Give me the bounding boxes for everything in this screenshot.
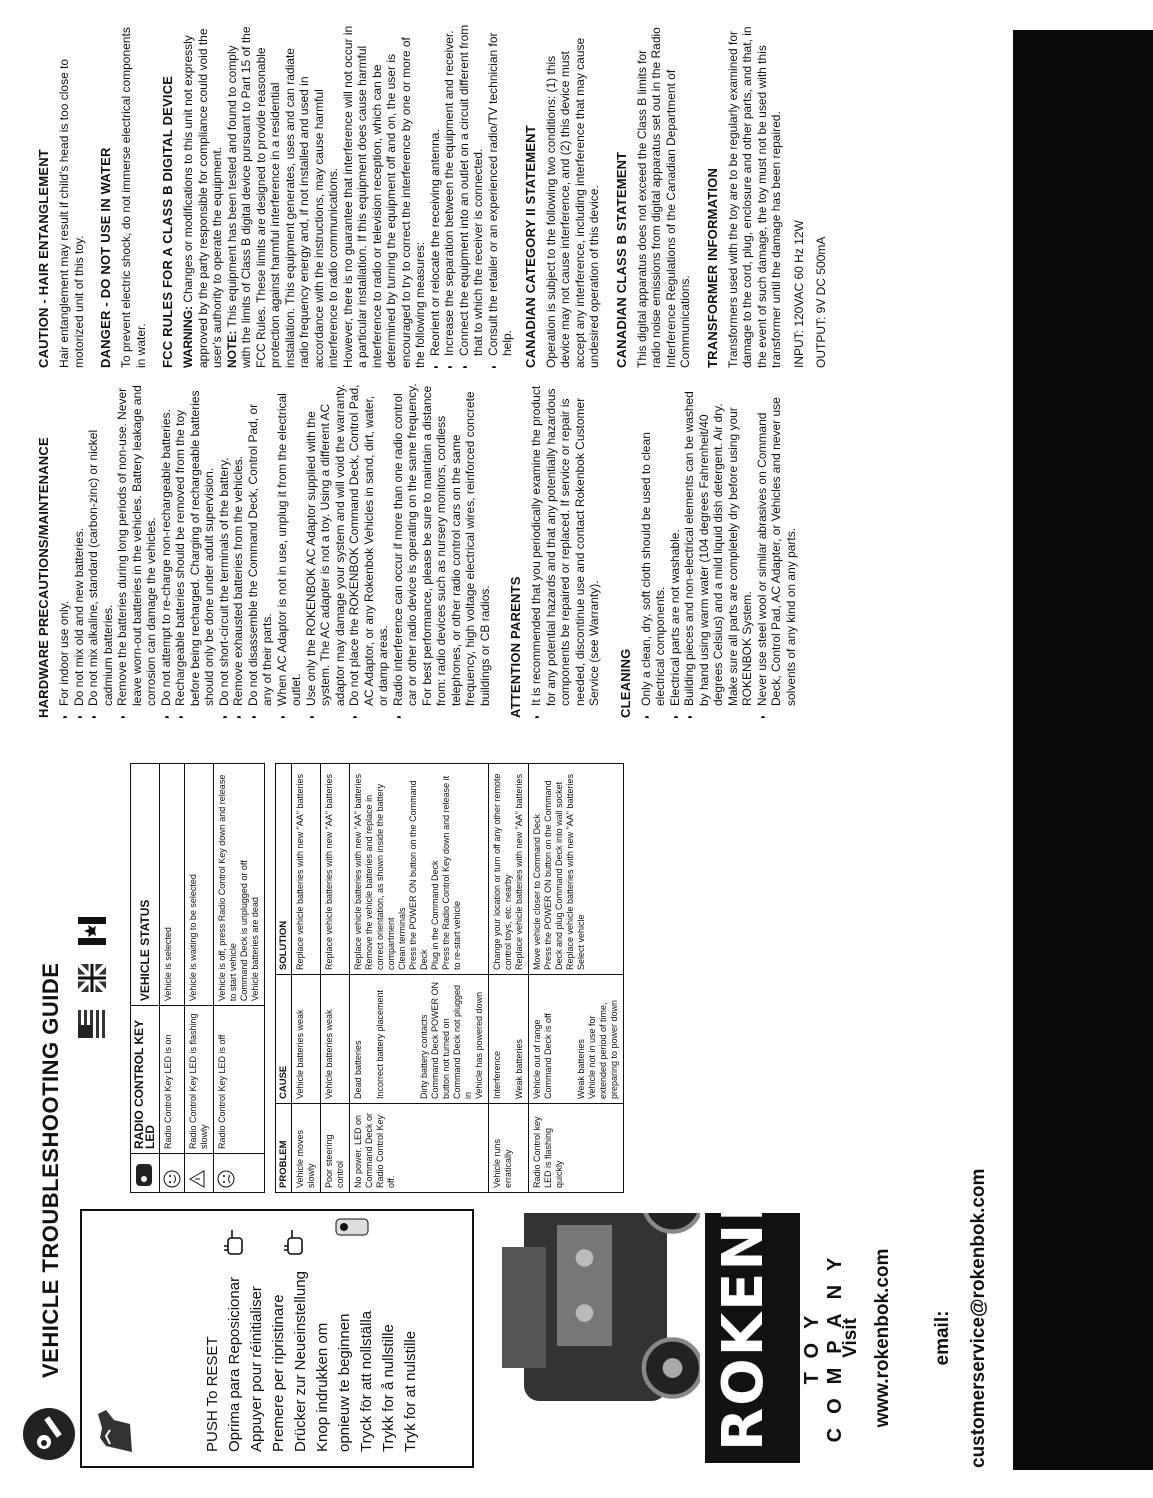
brand-block <box>705 1082 1013 1468</box>
list-item: • Never use steel wool or similar abrasives on Command Deck, Control Pad, AC Adapter, or Vehicles and never use solvents of any kind on any parts. <box>755 383 799 706</box>
reset-line: Tryk for at nulstille <box>402 1330 419 1452</box>
list-item: • Use only the ROKENBOK AC Adaptor supplied with the system. The AC adapter is not a toy. Using a different AC adaptor may damage your system and will void the warranty. <box>304 383 348 706</box>
cause-header: CAUSE <box>276 975 292 1104</box>
list-item: • Do not mix old and new batteries. <box>72 383 87 706</box>
email-label: email: <box>932 1310 953 1366</box>
table-row <box>185 764 214 1193</box>
page-title: VEHICLE TROUBLESHOOTING GUIDE <box>38 962 63 1378</box>
led-state: Radio Control Key LED is off <box>214 1006 265 1154</box>
list-item: • Building pieces and non-electrical elements can be washed by hand using warm water (104 degrees Fahrenheit/40 degrees Celsius) and a mild liquid dish detergent. Air dry. Make sure all parts are completely dry before using your ROKENBOK System. <box>682 383 755 706</box>
canadian-cat2-text: Operation is subject to the following two conditions: (1) this device may not cause interference, and (2) this device must accept any interference, including interference that may cause undesired operation of this device. <box>543 37 601 368</box>
vehicle-status: Vehicle is selected <box>160 764 185 1006</box>
transformer-title: TRANSFORMER INFORMATION <box>704 167 720 368</box>
canada-flag-icon <box>78 917 106 945</box>
reset-line: Appuyer pour réinitialiser <box>248 1286 265 1452</box>
reset-line: Premere per ripristinare <box>270 1294 287 1452</box>
regulatory-column <box>36 23 1049 368</box>
list-item: • Do not place the ROKENBOK Command Deck, Control Pad, AC Adaptor, or any Rokenbok Vehicles in sand, dirt, water, or damp areas. <box>347 383 391 706</box>
list-item: • Reorient or relocate the receiving antenna. <box>428 23 443 356</box>
led-state: Radio Control Key LED is on <box>160 1006 185 1154</box>
table-row <box>529 764 624 1193</box>
caution-text: Hair entanglement may result if child's head is too close to motorized unit of this toy. <box>57 58 86 368</box>
table-row <box>350 764 489 1193</box>
cause-cell: Vehicle out of range Command Deck is off Weak batteries Vehicle not in use for extended period of time, preparing to power down <box>529 975 624 1104</box>
reset-line: Knop indrukken om <box>314 1322 331 1452</box>
remote-icon-header <box>131 1154 160 1193</box>
fcc-warning <box>181 23 225 368</box>
contact-block <box>840 1168 990 1468</box>
list-item: • Do not attempt to re-charge non-rechargeable batteries. <box>159 383 174 706</box>
list-item: • It is recommended that you periodically examine the product for any potential hazards and that any potentially hazardous components be repaired or replaced. If service or repair is needed, discontinue use and contact Rokenbok Customer Service (see Warranty). <box>529 383 602 706</box>
solution-cell: Replace vehicle batteries with new "AA" batteries <box>321 764 350 975</box>
list-item: • For indoor use only. <box>57 383 72 706</box>
table-row <box>214 764 265 1193</box>
email-link[interactable]: customerservice@rokenbok.com <box>968 1168 989 1468</box>
pointing-hand-icon <box>282 1228 306 1256</box>
note-text: This equipment has been tested and found to comply with the limits of Class B digital device pursuant to Part 15 of the FCC Rules. These limits are designed to provide reasonable protection against harmful interference in a residential installation. This equipment generates, uses and can radiate radio frequency energy and, if not installed and used in accordance with the instructions, may cause harmful interference to radio communications. <box>224 26 340 368</box>
list-item: • Remove exhausted batteries from the vehicles. <box>231 383 246 706</box>
us-flag-icon <box>78 1010 106 1038</box>
fcc-note <box>225 23 341 368</box>
cause-cell: Vehicle batteries weak <box>321 975 350 1104</box>
reset-line: Drücker zur Neueinstellung <box>292 1271 309 1452</box>
transformer-input: INPUT: 120VAC 60 Hz 12W <box>791 220 806 368</box>
canadian-cat2-title: CANADIAN CATEGORY II STATEMENT <box>522 125 538 368</box>
list-item: • Consult the retailer or an experienced radio/TV technician for help. <box>486 23 515 356</box>
reset-panel <box>80 1209 474 1468</box>
problem-header: PROBLEM <box>276 1104 292 1193</box>
hardware-title: HARDWARE PRECAUTIONS/MAINTENANCE <box>36 437 51 718</box>
fcc-measures <box>428 23 515 368</box>
troubleshooting-column <box>0 748 1013 1468</box>
solution-cell: Move vehicle closer to Command Deck Press the POWER ON button on the Command Deck and plug Command Deck into wall socket Replace vehicle batteries with new "AA" batteries Select vehicle <box>529 764 624 975</box>
transformer-output: OUTPUT: 9V DC 500mA <box>814 236 828 368</box>
cleaning-list <box>639 383 799 718</box>
list-item: • Increase the separation between the equipment and receiver. <box>442 23 457 356</box>
table-row <box>160 764 185 1193</box>
country-flags <box>78 903 106 1038</box>
warning-text: Changes or modifications to this unit not expressly approved by the party responsible for compliance could void the user's authority to operate the equipment. <box>181 28 224 368</box>
reset-line: Trykk for å nullstille <box>380 1324 397 1452</box>
canadian-classb-title: CANADIAN CLASS B STATEMENT <box>613 151 629 368</box>
table-row <box>489 764 529 1193</box>
solution-cell: Change your location or turn off any other remote control toys, etc. nearby Replace vehicle batteries with new "AA" batteries <box>489 764 529 975</box>
problem-cell: Vehicle moves slowly <box>292 1104 321 1193</box>
list-item: • Only a clean, dry, soft cloth should be used to clean electrical components. <box>639 383 668 706</box>
remote-key-icon <box>133 1162 155 1188</box>
uk-flag-icon <box>78 964 106 992</box>
problem-cell: No power. LED on Command Deck or Radio Control Key off. <box>350 1104 489 1193</box>
led-status-table <box>130 763 265 1193</box>
website-link[interactable]: www.rokenbok.com <box>872 1248 893 1428</box>
table-row <box>321 764 350 1193</box>
list-item: • Do not disassemble the Command Deck, Control Pad, or any of their parts. <box>246 383 275 706</box>
reset-switch-icon <box>332 1213 372 1241</box>
smile-face-icon <box>163 1170 181 1188</box>
caution-title: CAUTION - HAIR ENTANGLEMENT <box>36 149 51 368</box>
list-item: • Connect the equipment into an outlet on a circuit different from that to which the receiver is connected. <box>457 23 486 356</box>
list-item: • Radio interference can occur if more than one radio control car or other radio device is operating on the same frequency. For best performance, please be sure to maintain a distance from: radio devices such as nursery monitors, cordless telephones, or other radio control cars on the same frequency, high voltage electrical wires, reinforced concrete buildings or CB radios. <box>391 383 493 706</box>
canadian-classb-text: This digital apparatus does not exceed the Class B limits for radio noise emissions from digital apparatus set out in the Radio Interference Regulations of the Canadian Department of Communications. <box>634 27 692 368</box>
reset-hand-icon <box>92 1406 140 1458</box>
reset-line: opnieuw te beginnen <box>336 1313 353 1452</box>
vehicle-photo <box>480 1213 700 1468</box>
list-item: • Remove the batteries during long periods of non-use. Never leave worn-out batteries in the vehicles. Battery leakage and corrosion can damage the vehicles. <box>115 383 159 706</box>
solution-cell: Replace vehicle batteries with new "AA" batteries <box>292 764 321 975</box>
transformer-text: Transformers used with the toy are to be regularly examined for damage to the cord, plug, enclosure and other parts, and that, in the event of such damage, the toy must not be used with this transformer until the damage has been repaired. <box>725 26 783 368</box>
reset-line: Oprima para Reposicionar <box>226 1276 243 1452</box>
brand-subtitle: TOY COMPANY <box>801 1228 847 1458</box>
table-row <box>292 764 321 1193</box>
warning-triangle-icon <box>188 1170 206 1188</box>
precautions-column <box>36 383 1049 718</box>
list-item: • Do not short-circuit the terminals of the battery. <box>217 383 232 706</box>
reset-instructions <box>202 1271 422 1452</box>
problem-cell: Radio Control key LED is flashing quickly <box>529 1104 624 1193</box>
led-header: RADIO CONTROL KEY LED <box>131 1006 160 1154</box>
list-item: • When AC Adaptor is not in use, unplug it from the electrical outlet. <box>275 383 304 706</box>
hardware-list <box>57 383 492 718</box>
list-item: • Rechargeable batteries should be removed from the toy before being recharged. Charging of rechargeable batteries should only be done under adult supervision. <box>173 383 217 706</box>
reset-line: PUSH To RESET <box>204 1336 221 1452</box>
pointing-hand-icon <box>222 1228 246 1256</box>
parents-title: ATTENTION PARENTS <box>508 576 523 718</box>
visit-label: Visit <box>840 1318 861 1358</box>
fcc-title: FCC RULES FOR A CLASS B DIGITAL DEVICE <box>160 75 175 368</box>
problem-cell: Poor steering control <box>321 1104 350 1193</box>
brand-wordmark: ROKENBOK <box>711 1082 776 1451</box>
problem-cell: Vehicle runs erratically <box>489 1104 529 1193</box>
danger-title: DANGER - DO NOT USE IN WATER <box>98 147 113 368</box>
cause-cell: Vehicle batteries weak <box>292 975 321 1104</box>
fcc-however: However, there is no guarantee that interference will not occur in a particular installation. If this equipment does cause harmful interference to radio or television reception, which can be determined by turning the equipment off and on, the user is encouraged to try to correct the interference by one or more of the following measures: <box>340 25 427 368</box>
cleaning-title: CLEANING <box>617 648 633 718</box>
solution-header: SOLUTION <box>276 764 292 975</box>
solution-cell: Replace vehicle batteries with new "AA" batteries Remove the vehicle batteries and replace in correct orientation, as shown inside the battery compartment Clean terminals Press the POWER ON button on the Command Deck Plug in the Command Deck Press the Radio Control Key down and release it to re-start vehicle <box>350 764 489 975</box>
note-label: NOTE: <box>224 330 239 368</box>
danger-text: To prevent electric shock, do not immerse electrical components in water. <box>119 27 148 368</box>
rokenbok-logo <box>705 1082 800 1463</box>
led-state: Radio Control Key LED is flashing slowly <box>185 1006 214 1154</box>
vehicle-status: Vehicle is waiting to be selected <box>185 764 214 1006</box>
warning-label: WARNING: <box>181 306 195 368</box>
troubleshooting-table <box>275 763 624 1193</box>
parents-list <box>529 383 602 718</box>
reset-line: Tryck för att nollställa <box>358 1310 375 1452</box>
vehicle-status-header: VEHICLE STATUS <box>131 764 160 1006</box>
vehicle-status: Vehicle is off, press Radio Control Key down and release to start vehicle Command Deck is unplugged or off Vehicle batteries are dead <box>214 764 265 1006</box>
mechanic-logo-icon <box>20 1404 78 1464</box>
list-item: • Do not mix alkaline, standard (carbon-zinc) or nickel cadmium batteries. <box>86 383 115 706</box>
cause-cell: Interference Weak batteries <box>489 975 529 1104</box>
cause-cell: Dead batteries Incorrect battery placement Dirty battery contacts Command Deck POWER ON button not turned on Command Deck not plugged in Vehicle has powered down <box>350 975 489 1104</box>
frown-face-icon <box>217 1170 235 1188</box>
list-item: • Electrical parts are not washable. <box>668 383 683 706</box>
